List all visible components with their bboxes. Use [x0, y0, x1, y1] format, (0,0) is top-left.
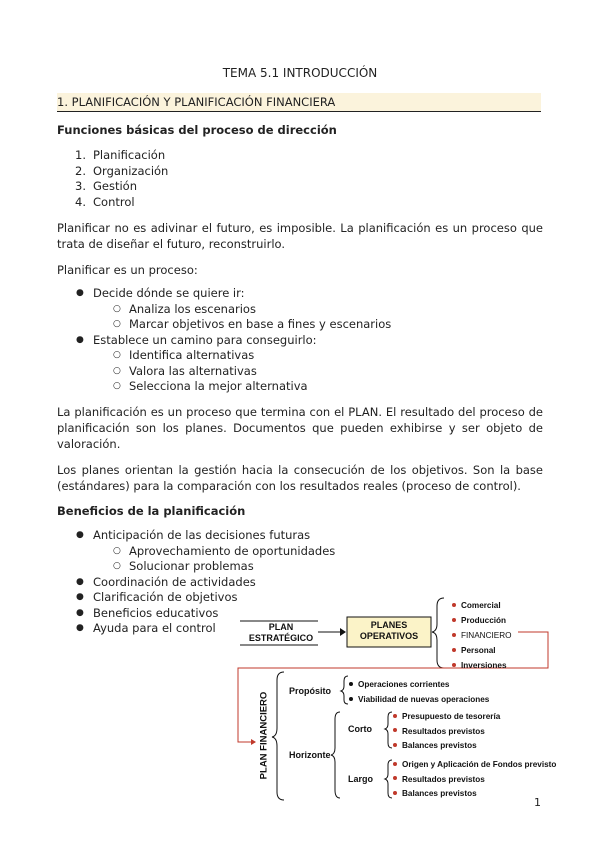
brace — [385, 712, 392, 748]
brace — [432, 598, 444, 668]
list-item: Origen y Aplicación de Fondos previsto — [393, 758, 556, 773]
list-item: ● Coordinación de actividades — [76, 574, 256, 589]
list-item: ○ Identifica alternativas — [113, 348, 255, 362]
list-item: Operaciones corrientes — [349, 677, 489, 692]
largo-label: Largo — [348, 774, 374, 784]
proposito-label: Propósito — [289, 686, 331, 696]
planes-operativos-label: PLANES OPERATIVOS — [359, 620, 419, 641]
list-item: ● Establece un camino para conseguirlo: — [76, 332, 317, 347]
list-item: ● Decide dónde se quiere ir: — [76, 286, 245, 300]
list-item: ○ Valora las alternativas — [113, 363, 257, 378]
paragraph: La planificación es un proceso que termina con el PLAN. El resultado del proceso de planificación son los planes. Documentos que pueden exhibirse y ser objeto de valoración. — [57, 405, 543, 451]
proposito-list — [349, 677, 489, 707]
list-item: ● Ayuda para el control — [76, 621, 216, 635]
section-heading: 1. PLANIFICACIÓN Y PLANIFICACIÓN FINANCIERA — [57, 93, 541, 112]
list-item: Comercial — [452, 598, 512, 613]
list-item: 2. Organización — [75, 163, 169, 178]
brace — [331, 712, 340, 798]
largo-list — [393, 758, 556, 802]
list-item: ○ Aprovechamiento de oportunidades — [113, 543, 336, 558]
list-item: Presupuesto de tesorería — [393, 710, 500, 725]
paragraph: Planificar es un proceso: — [57, 263, 198, 277]
operativos-list — [452, 598, 512, 673]
list-item: 1. Planificación — [75, 148, 166, 162]
plan-financiero-label: PLAN FINANCIERO — [258, 691, 270, 780]
list-item: ● Anticipación de las decisiones futuras — [76, 528, 311, 542]
list-item: ● Clarificación de objetivos — [76, 590, 238, 604]
plan-estrategico-label: PLAN ESTRATÉGICO — [248, 622, 314, 643]
list-item: Balances previstos — [393, 787, 556, 802]
benefits-heading: Beneficios de la planificación — [57, 504, 246, 518]
functions-heading: Funciones básicas del proceso de dirección — [57, 123, 337, 137]
list-item: Resultados previstos — [393, 773, 556, 788]
list-item: Inversiones — [452, 658, 512, 673]
arrow-icon — [340, 628, 346, 636]
list-item: ○ Marcar objetivos en base a fines y escenarios — [113, 317, 392, 331]
list-item: Viabilidad de nuevas operaciones — [349, 692, 489, 707]
corto-list — [393, 710, 500, 754]
list-item: FINANCIERO — [452, 628, 512, 643]
horizonte-label: Horizonte — [289, 750, 331, 760]
page-title: TEMA 5.1 INTRODUCCIÓN — [222, 66, 378, 80]
page-number: 1 — [534, 796, 541, 809]
list-item: ○ Selecciona la mejor alternativa — [113, 379, 308, 393]
list-item: Resultados previstos — [393, 725, 500, 740]
brace — [272, 672, 284, 800]
list-item: Producción — [452, 613, 512, 628]
paragraph: Los planes orientan la gestión hacia la consecución de los objetivos. Son la base (estándares) para la comparación con los resultados reales (proceso de control). — [57, 463, 543, 493]
arrow-icon — [251, 739, 256, 745]
list-item: ○ Analiza los escenarios — [113, 301, 256, 316]
list-item: ○ Solucionar problemas — [113, 559, 254, 573]
brace — [341, 676, 348, 704]
list-item: ● Beneficios educativos — [76, 605, 219, 620]
list-item: Personal — [452, 643, 512, 658]
paragraph: Planificar no es adivinar el futuro, es imposible. La planificación es un proceso que trata de diseñar el futuro, reconstruirlo. — [57, 221, 543, 251]
brace — [385, 760, 392, 798]
corto-label: Corto — [348, 724, 372, 734]
list-item: 4. Control — [75, 194, 135, 209]
list-item: Balances previstos — [393, 739, 500, 754]
list-item: 3. Gestión — [75, 179, 138, 193]
